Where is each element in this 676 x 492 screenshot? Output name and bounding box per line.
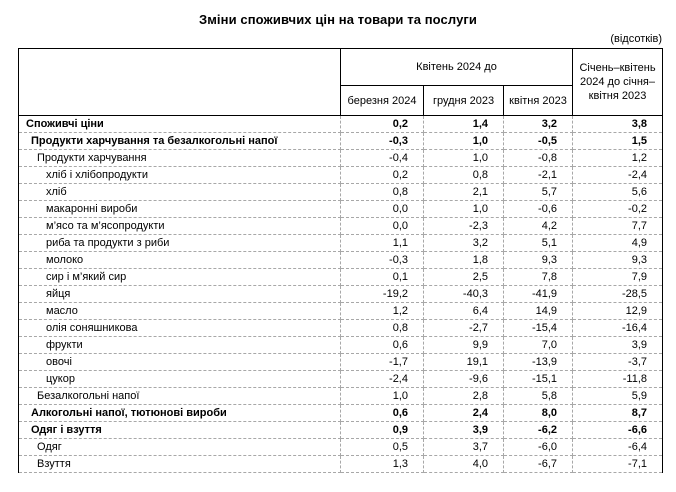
value-cell: -1,7: [341, 354, 424, 371]
value-cell: -6,7: [504, 456, 573, 473]
table-row: [19, 422, 663, 439]
value-cell: -28,5: [573, 286, 663, 303]
table-header: [19, 49, 663, 116]
table-row: [19, 456, 663, 473]
value-cell: -0,3: [341, 252, 424, 269]
row-label: макаронні вироби: [19, 201, 341, 218]
table-row: [19, 405, 663, 422]
value-cell: -2,4: [573, 167, 663, 184]
value-cell: -0,5: [504, 133, 573, 150]
value-cell: 0,8: [424, 167, 504, 184]
value-cell: 3,9: [424, 422, 504, 439]
value-cell: 1,2: [573, 150, 663, 167]
header-group-row: [19, 49, 663, 86]
price-changes-table: [18, 48, 663, 473]
value-cell: 4,9: [573, 235, 663, 252]
value-cell: 0,1: [341, 269, 424, 286]
header-group-april-2024: Квітень 2024 до: [341, 49, 573, 86]
value-cell: -6,0: [504, 439, 573, 456]
value-cell: 9,9: [424, 337, 504, 354]
value-cell: 4,2: [504, 218, 573, 235]
table-row: [19, 388, 663, 405]
value-cell: 9,3: [573, 252, 663, 269]
value-cell: 1,0: [424, 133, 504, 150]
row-label: молоко: [19, 252, 341, 269]
value-cell: 5,6: [573, 184, 663, 201]
value-cell: 1,4: [424, 116, 504, 133]
value-cell: 0,8: [341, 184, 424, 201]
unit-note: (відсотків): [610, 33, 662, 45]
value-cell: -3,7: [573, 354, 663, 371]
value-cell: 0,2: [341, 167, 424, 184]
row-label: масло: [19, 303, 341, 320]
row-label: Споживчі ціни: [19, 116, 341, 133]
table-row: [19, 286, 663, 303]
row-label: хліб і хлібопродукти: [19, 167, 341, 184]
value-cell: 6,4: [424, 303, 504, 320]
value-cell: 1,5: [573, 133, 663, 150]
row-label: Алкогольні напої, тютюнові вироби: [19, 405, 341, 422]
value-cell: 8,7: [573, 405, 663, 422]
value-cell: -9,6: [424, 371, 504, 388]
table-row: [19, 252, 663, 269]
value-cell: 3,7: [424, 439, 504, 456]
value-cell: -15,4: [504, 320, 573, 337]
value-cell: 4,0: [424, 456, 504, 473]
value-cell: -2,3: [424, 218, 504, 235]
table-row: [19, 269, 663, 286]
row-label: риба та продукти з риби: [19, 235, 341, 252]
value-cell: 3,9: [573, 337, 663, 354]
value-cell: -2,4: [341, 371, 424, 388]
row-label: цукор: [19, 371, 341, 388]
value-cell: 1,0: [424, 150, 504, 167]
value-cell: 7,0: [504, 337, 573, 354]
value-cell: 1,0: [341, 388, 424, 405]
value-cell: -41,9: [504, 286, 573, 303]
header-col-december-2023: грудня 2023: [424, 86, 504, 116]
table-row: [19, 303, 663, 320]
row-label: Продукти харчування: [19, 150, 341, 167]
value-cell: 5,7: [504, 184, 573, 201]
value-cell: 1,1: [341, 235, 424, 252]
value-cell: 0,9: [341, 422, 424, 439]
table-row: [19, 218, 663, 235]
value-cell: 9,3: [504, 252, 573, 269]
row-label: Безалкогольні напої: [19, 388, 341, 405]
row-label: сир і м’який сир: [19, 269, 341, 286]
value-cell: -0,4: [341, 150, 424, 167]
row-label: хліб: [19, 184, 341, 201]
value-cell: 14,9: [504, 303, 573, 320]
value-cell: -13,9: [504, 354, 573, 371]
value-cell: -2,7: [424, 320, 504, 337]
row-label: Одяг і взуття: [19, 422, 341, 439]
row-label: Одяг: [19, 439, 341, 456]
value-cell: 3,2: [504, 116, 573, 133]
value-cell: -6,6: [573, 422, 663, 439]
value-cell: -40,3: [424, 286, 504, 303]
value-cell: 0,6: [341, 405, 424, 422]
value-cell: 0,6: [341, 337, 424, 354]
value-cell: 1,8: [424, 252, 504, 269]
value-cell: -11,8: [573, 371, 663, 388]
value-cell: 3,8: [573, 116, 663, 133]
value-cell: -6,2: [504, 422, 573, 439]
value-cell: 5,1: [504, 235, 573, 252]
table-row: [19, 439, 663, 456]
page-title: Зміни споживчих цін на товари та послуги: [198, 12, 478, 27]
value-cell: 7,8: [504, 269, 573, 286]
value-cell: 0,0: [341, 218, 424, 235]
header-period-january-april: Січень–квітень 2024 до січня–квітня 2023: [573, 49, 663, 116]
value-cell: -6,4: [573, 439, 663, 456]
row-label: овочі: [19, 354, 341, 371]
table-body: [19, 116, 663, 473]
value-cell: -0,6: [504, 201, 573, 218]
table-row: [19, 337, 663, 354]
value-cell: -2,1: [504, 167, 573, 184]
value-cell: 1,0: [424, 201, 504, 218]
table-row: [19, 320, 663, 337]
value-cell: -0,3: [341, 133, 424, 150]
value-cell: -15,1: [504, 371, 573, 388]
row-label: яйця: [19, 286, 341, 303]
table-row: [19, 235, 663, 252]
row-label: Взуття: [19, 456, 341, 473]
table-row: [19, 116, 663, 133]
value-cell: 5,8: [504, 388, 573, 405]
value-cell: 0,0: [341, 201, 424, 218]
header-col-april-2023: квітня 2023: [504, 86, 573, 116]
table-row: [19, 201, 663, 218]
table-row: [19, 184, 663, 201]
value-cell: 7,9: [573, 269, 663, 286]
value-cell: 2,4: [424, 405, 504, 422]
value-cell: 19,1: [424, 354, 504, 371]
value-cell: -0,8: [504, 150, 573, 167]
value-cell: -7,1: [573, 456, 663, 473]
value-cell: 0,5: [341, 439, 424, 456]
header-col-march-2024: березня 2024: [341, 86, 424, 116]
value-cell: 5,9: [573, 388, 663, 405]
table-row: [19, 354, 663, 371]
value-cell: -16,4: [573, 320, 663, 337]
value-cell: 8,0: [504, 405, 573, 422]
table-row: [19, 133, 663, 150]
value-cell: 0,2: [341, 116, 424, 133]
table-row: [19, 371, 663, 388]
row-label: м’ясо та м’ясопродукти: [19, 218, 341, 235]
row-label: фрукти: [19, 337, 341, 354]
value-cell: 7,7: [573, 218, 663, 235]
value-cell: 2,5: [424, 269, 504, 286]
value-cell: 2,8: [424, 388, 504, 405]
value-cell: 1,2: [341, 303, 424, 320]
row-label: Продукти харчування та безалкогольні напої: [19, 133, 341, 150]
value-cell: 3,2: [424, 235, 504, 252]
table-row: [19, 167, 663, 184]
header-corner-cell: [19, 49, 341, 116]
row-label: олія соняшникова: [19, 320, 341, 337]
value-cell: 12,9: [573, 303, 663, 320]
value-cell: 2,1: [424, 184, 504, 201]
value-cell: -19,2: [341, 286, 424, 303]
value-cell: -0,2: [573, 201, 663, 218]
table-row: [19, 150, 663, 167]
value-cell: 1,3: [341, 456, 424, 473]
value-cell: 0,8: [341, 320, 424, 337]
